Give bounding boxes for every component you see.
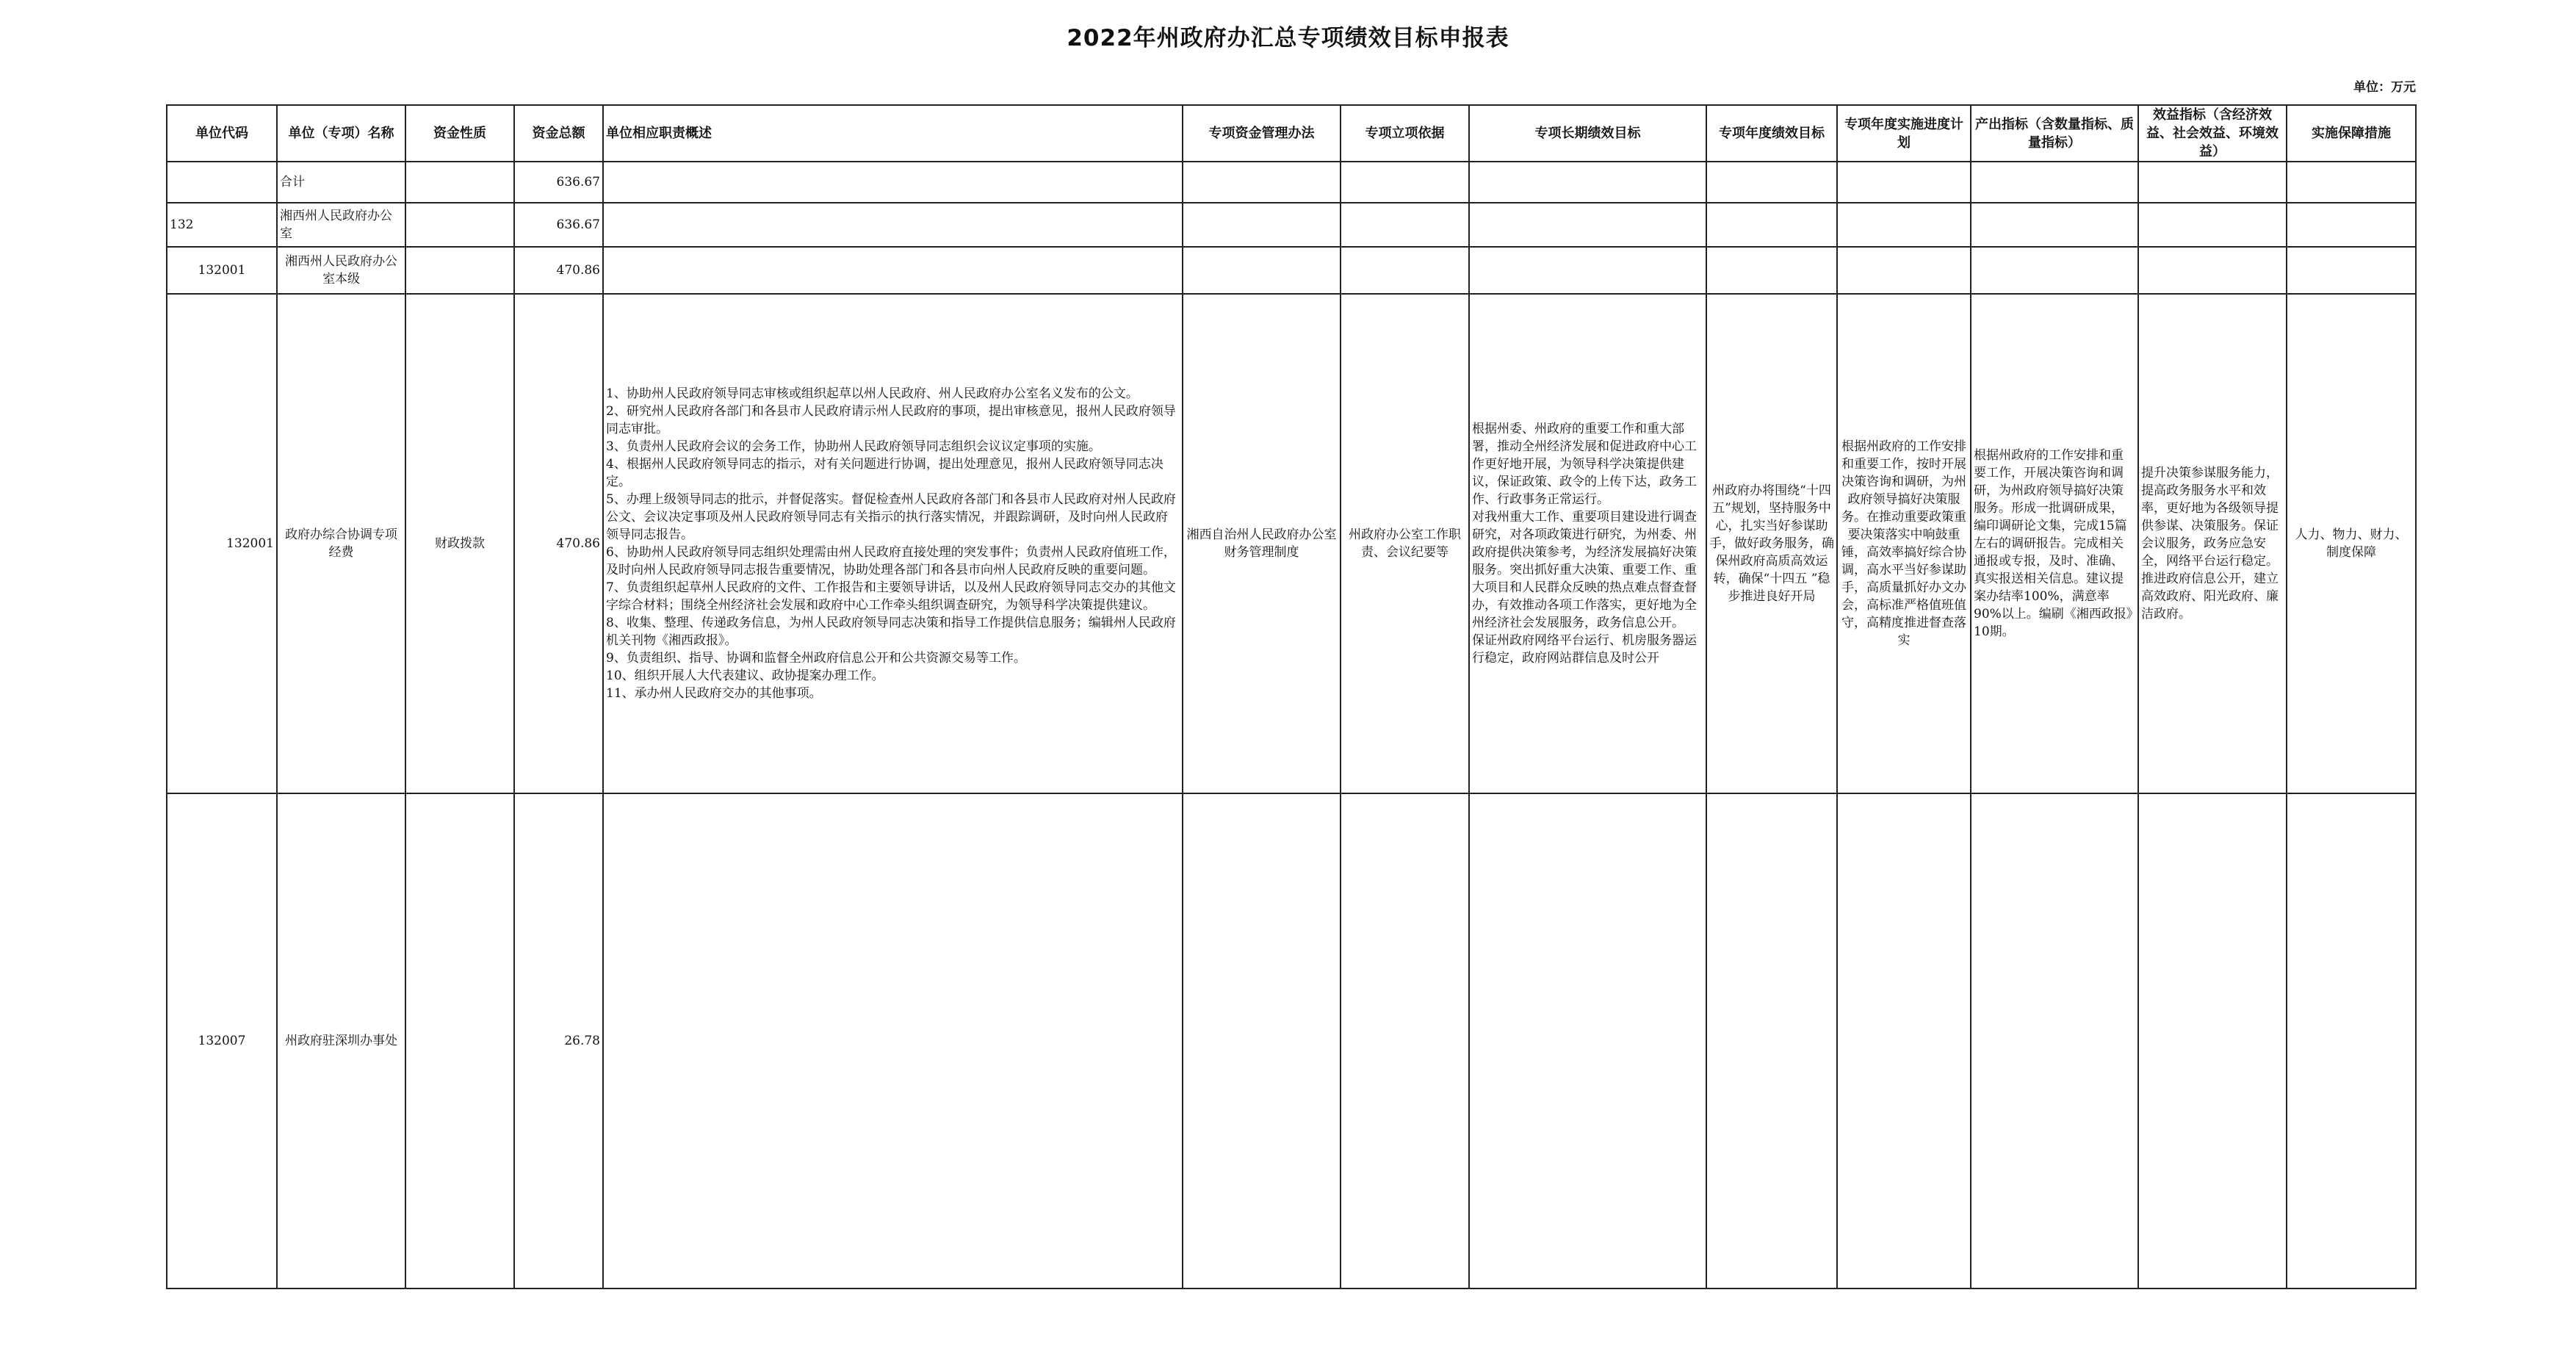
cell-output: 根据州政府的工作安排和重要工作，开展决策咨询和调研，为州政府领导搞好决策服务。形成一批调研成果，编印调研论文集，完成15篇左右的调研报告。完成相关通报或专报，及时、准确、真实报送相关信息。建议提案办结率100%，满意率90%以上。编刷《湘西政报》10期。 (1971, 294, 2138, 793)
cell-basis: 州政府办公室工作职责、会议纪要等 (1341, 294, 1469, 793)
cell-name: 政府办综合协调专项经费 (277, 294, 405, 793)
cell-code (167, 162, 277, 203)
cell-year-goal (1706, 162, 1837, 203)
header-plan: 专项年度实施进度计划 (1837, 105, 1971, 162)
cell-year-goal: 州政府办将围绕“十四五”规划，坚持服务中心，扎实当好参谋助手，做好政务服务，确保州政府高质高效运转，确保“十四五 ”稳步推进良好开局 (1706, 294, 1837, 793)
cell-duty: 1、协助州人民政府领导同志审核或组织起草以州人民政府、州人民政府办公室名义发布的公文。 2、研究州人民政府各部门和各县市人民政府请示州人民政府的事项，提出审核意见，报州人民政府领导同志审批。 3、负责州人民政府会议的会务工作，协助州人民政府领导同志组织会议议定事项的实施。 4、根据州人民政府领导同志的指示，对有关问题进行协调，提出处理意见，报州人民政府领导同志决定。 5、办理上级领导同志的批示，并督促落实。督促检查州人民政府各部门和各县市人民政府对州人民政府公文、会议决定事项及州人民政府领导同志有关指示的执行落实情况，并跟踪调研，及时向州人民政府领导同志报告。 6、协助州人民政府领导同志组织处理需由州人民政府直接处理的突发事件；负责州人民政府值班工作，及时向州人民政府领导同志报告重要情况，协助处理各部门和各县市向州人民政府反映的重要问题。 7、负责组织起草州人民政府的文件、工作报告和主要领导讲话，以及州人民政府领导同志交办的其他文字综合材料；围绕全州经济社会发展和政府中心工作牵头组织调查研究，为领导科学决策提供建议。 8、收集、整理、传递政务信息，为州人民政府领导同志决策和指导工作提供信息服务；编辑州人民政府机关刊物《湘西政报》。 9、负责组织、指导、协调和监督全州政府信息公开和公共资源交易等工作。 10、组织开展人大代表建议、政协提案办理工作。 11、承办州人民政府交办的其他事项。 (603, 294, 1183, 793)
table-row (167, 203, 2416, 247)
table-row (167, 247, 2416, 294)
cell-total: 470.86 (514, 247, 603, 294)
cell-measures (2287, 162, 2416, 203)
header-long-goal: 专项长期绩效目标 (1469, 105, 1706, 162)
cell-name: 湘西州人民政府办公室 (277, 203, 405, 247)
cell-duty (603, 162, 1183, 203)
cell-code: 132001 (167, 247, 277, 294)
cell-measures (2287, 247, 2416, 294)
cell-name: 州政府驻深圳办事处 (277, 793, 405, 1288)
cell-benefit (2138, 793, 2287, 1288)
cell-code: 132007 (167, 793, 277, 1288)
header-code: 单位代码 (167, 105, 277, 162)
cell-code: 132 (167, 203, 277, 247)
header-name: 单位（专项）名称 (277, 105, 405, 162)
header-fund-total: 资金总额 (514, 105, 603, 162)
cell-plan (1837, 247, 1971, 294)
cell-long-goal (1469, 203, 1706, 247)
cell-nature (405, 793, 514, 1288)
header-measures: 实施保障措施 (2287, 105, 2416, 162)
cell-duty (603, 247, 1183, 294)
cell-total: 636.67 (514, 162, 603, 203)
unit-label: 单位：万元 (2353, 80, 2416, 95)
cell-duty (603, 203, 1183, 247)
cell-basis (1341, 203, 1469, 247)
table-row (167, 294, 2416, 793)
cell-measures: 人力、物力、财力、制度保障 (2287, 294, 2416, 793)
table-row (167, 162, 2416, 203)
cell-nature (405, 162, 514, 203)
cell-name: 湘西州人民政府办公室本级 (277, 247, 405, 294)
cell-basis (1341, 793, 1469, 1288)
cell-long-goal (1469, 793, 1706, 1288)
header-year-goal: 专项年度绩效目标 (1706, 105, 1837, 162)
cell-plan (1837, 162, 1971, 203)
cell-total: 636.67 (514, 203, 603, 247)
cell-year-goal (1706, 203, 1837, 247)
table-row (167, 793, 2416, 1288)
cell-output (1971, 793, 2138, 1288)
header-row (167, 105, 2416, 162)
cell-name: 合计 (277, 162, 405, 203)
cell-total: 26.78 (514, 793, 603, 1288)
cell-nature: 财政拨款 (405, 294, 514, 793)
cell-year-goal (1706, 793, 1837, 1288)
cell-measures (2287, 203, 2416, 247)
header-fund-nature: 资金性质 (405, 105, 514, 162)
document-title: 2022年州政府办汇总专项绩效目标申报表 (1067, 25, 1509, 51)
header-fund-method: 专项资金管理办法 (1183, 105, 1341, 162)
cell-output (1971, 203, 2138, 247)
cell-benefit (2138, 247, 2287, 294)
header-output: 产出指标（含数量指标、质量指标） (1971, 105, 2138, 162)
cell-benefit (2138, 203, 2287, 247)
cell-nature (405, 203, 514, 247)
cell-code: 132001 (167, 294, 277, 793)
header-benefit: 效益指标（含经济效益、社会效益、环境效益） (2138, 105, 2287, 162)
header-basis: 专项立项依据 (1341, 105, 1469, 162)
cell-plan (1837, 203, 1971, 247)
cell-year-goal (1706, 247, 1837, 294)
cell-fund-method (1183, 793, 1341, 1288)
cell-benefit: 提升决策参谋服务能力，提高政务服务水平和效率，更好地为各级领导提供参谋、决策服务。保证会议服务，政务应急安全，网络平台运行稳定。推进政府信息公开，建立高效政府、阳光政府、廉洁政府。 (2138, 294, 2287, 793)
cell-nature (405, 247, 514, 294)
cell-fund-method: 湘西自治州人民政府办公室财务管理制度 (1183, 294, 1341, 793)
cell-output (1971, 162, 2138, 203)
cell-plan (1837, 793, 1971, 1288)
header-duty: 单位相应职责概述 (603, 105, 1183, 162)
cell-fund-method (1183, 203, 1341, 247)
cell-fund-method (1183, 162, 1341, 203)
cell-basis (1341, 247, 1469, 294)
cell-long-goal (1469, 247, 1706, 294)
cell-long-goal: 根据州委、州政府的重要工作和重大部署，推动全州经济发展和促进政府中心工作更好地开展，为领导科学决策提供建议，保证政策、政令的上传下达，政务工作、行政事务正常运行。 对我州重大工作、重要项目建设进行调查研究，对各项政策进行研究，为州委、州政府提供决策参考，为经济发展搞好决策服务。突出抓好重大决策、重要工作、重大项目和人民群众反映的热点难点督查督办，有效推动各项工作落实，更好地为全州经济社会发展服务，政务信息公开。 保证州政府网络平台运行、机房服务器运行稳定，政府网站群信息及时公开 (1469, 294, 1706, 793)
cell-total: 470.86 (514, 294, 603, 793)
performance-target-table (166, 104, 2417, 1289)
cell-long-goal (1469, 162, 1706, 203)
cell-output (1971, 247, 2138, 294)
cell-benefit (2138, 162, 2287, 203)
cell-fund-method (1183, 247, 1341, 294)
cell-basis (1341, 162, 1469, 203)
cell-duty (603, 793, 1183, 1288)
cell-plan: 根据州政府的工作安排和重要工作，按时开展决策咨询和调研，为州政府领导搞好决策服务。在推动重要政策重要决策落实中响鼓重锤，高效率搞好综合协调，高水平当好参谋助手，高质量抓好办文办会，高标准严格值班值守，高精度推进督查落实 (1837, 294, 1971, 793)
cell-measures (2287, 793, 2416, 1288)
